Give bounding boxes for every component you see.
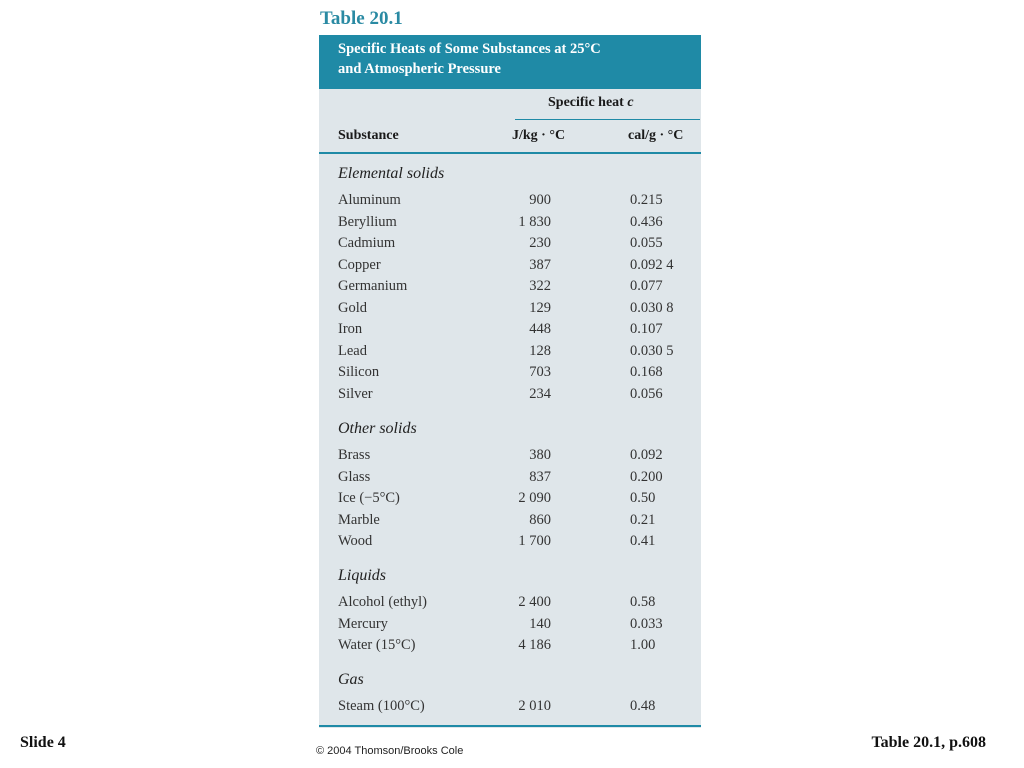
substance-name: Brass: [338, 447, 371, 463]
substance-name: Glass: [338, 468, 371, 485]
column-header-cal-per-g: cal/g · °C: [628, 128, 684, 143]
value-cal-per-g: 0.077: [630, 278, 663, 294]
table-row: [319, 490, 701, 510]
substance-name: Iron: [338, 321, 363, 337]
value-j-per-kg: 128: [529, 342, 551, 359]
specific-heat-header: [548, 95, 634, 111]
substance-name: Ice (−5°C): [338, 490, 400, 506]
value-cal-per-g: 0.055: [630, 235, 663, 251]
table-title-line-1: Specific Heats of Some Substances at 25°C: [338, 41, 601, 57]
substance-name: Marble: [338, 511, 380, 528]
substance-name: Mercury: [338, 615, 388, 632]
specific-heat-symbol: c: [627, 95, 634, 110]
table-label: Table 20.1: [320, 8, 403, 29]
value-j-per-kg: 703: [529, 364, 551, 380]
value-cal-per-g: 0.107: [630, 321, 663, 337]
table-title-line-2: and Atmospheric Pressure: [338, 61, 501, 77]
value-cal-per-g: 0.436: [630, 213, 663, 230]
value-cal-per-g: 0.215: [630, 192, 663, 208]
substance-name: Steam (100°C): [338, 698, 425, 714]
substance-name: Copper: [338, 256, 381, 273]
value-cal-per-g: 0.092: [630, 447, 663, 463]
value-j-per-kg: 1 700: [518, 533, 551, 549]
slide-number: Slide 4: [20, 734, 66, 751]
value-j-per-kg: 448: [529, 321, 551, 337]
table-panel: [319, 35, 701, 728]
section-title: Other solids: [338, 420, 417, 437]
substance-name: Wood: [338, 533, 373, 549]
value-j-per-kg: 234: [529, 385, 551, 402]
value-j-per-kg: 322: [529, 278, 551, 294]
table-row: [319, 278, 701, 298]
bottom-rule: [319, 725, 701, 727]
table-row: [319, 469, 701, 489]
value-j-per-kg: 2 400: [518, 594, 551, 610]
substance-name: Germanium: [338, 278, 408, 294]
table-row: [319, 386, 701, 406]
value-j-per-kg: 129: [529, 299, 551, 316]
value-cal-per-g: 0.21: [630, 511, 656, 528]
value-cal-per-g: 0.41: [630, 533, 656, 549]
section-title: Elemental solids: [338, 165, 445, 182]
substance-name: Silver: [338, 385, 373, 402]
value-cal-per-g: 0.056: [630, 385, 663, 402]
value-j-per-kg: 837: [529, 468, 551, 485]
value-cal-per-g: 0.168: [630, 364, 663, 380]
value-cal-per-g: 0.50: [630, 490, 656, 506]
value-cal-per-g: 0.030 8: [630, 299, 674, 316]
table-row: [319, 214, 701, 234]
table-row: [319, 637, 701, 657]
value-cal-per-g: 0.030 5: [630, 342, 674, 359]
value-cal-per-g: 0.58: [630, 594, 656, 610]
substance-name: Cadmium: [338, 235, 396, 251]
table-row: [319, 364, 701, 384]
section-title: Gas: [338, 671, 364, 688]
value-j-per-kg: 860: [529, 511, 551, 528]
substance-name: Beryllium: [338, 213, 397, 230]
value-cal-per-g: 1.00: [630, 637, 656, 653]
table-row: [319, 321, 701, 341]
copyright-notice: © 2004 Thomson/Brooks Cole: [316, 745, 464, 757]
value-j-per-kg: 4 186: [518, 637, 551, 653]
value-cal-per-g: 0.200: [630, 468, 663, 485]
value-cal-per-g: 0.48: [630, 698, 656, 714]
value-j-per-kg: 230: [529, 235, 551, 251]
table-row: [319, 698, 701, 718]
section-title: Liquids: [338, 567, 387, 584]
table-row: [319, 300, 701, 320]
specific-heat-label: Specific heat: [548, 95, 624, 110]
value-j-per-kg: 900: [529, 192, 551, 208]
column-header-substance: Substance: [338, 128, 399, 143]
table-row: [319, 616, 701, 636]
value-cal-per-g: 0.092 4: [630, 256, 674, 273]
substance-name: Gold: [338, 299, 367, 316]
value-j-per-kg: 380: [529, 447, 551, 463]
substance-name: Lead: [338, 342, 367, 359]
table-row: [319, 447, 701, 467]
table-row: [319, 192, 701, 212]
table-row: [319, 235, 701, 255]
substance-name: Alcohol (ethyl): [338, 594, 427, 610]
table-row: [319, 257, 701, 277]
value-j-per-kg: 2 010: [518, 698, 551, 714]
substance-name: Water (15°C): [338, 637, 416, 653]
specific-heat-rule: [515, 119, 700, 120]
table-row: [319, 512, 701, 532]
table-row: [319, 343, 701, 363]
header-rule: [319, 152, 701, 154]
table-reference: Table 20.1, p.608: [871, 734, 986, 751]
column-header-j-per-kg: J/kg · °C: [512, 128, 566, 143]
table-row: [319, 594, 701, 614]
value-j-per-kg: 2 090: [518, 490, 551, 506]
substance-name: Silicon: [338, 364, 380, 380]
value-cal-per-g: 0.033: [630, 615, 663, 632]
table-row: [319, 533, 701, 553]
substance-name: Aluminum: [338, 192, 401, 208]
table-title-banner: [319, 35, 701, 89]
value-j-per-kg: 140: [529, 615, 551, 632]
value-j-per-kg: 387: [529, 256, 551, 273]
value-j-per-kg: 1 830: [518, 213, 551, 230]
